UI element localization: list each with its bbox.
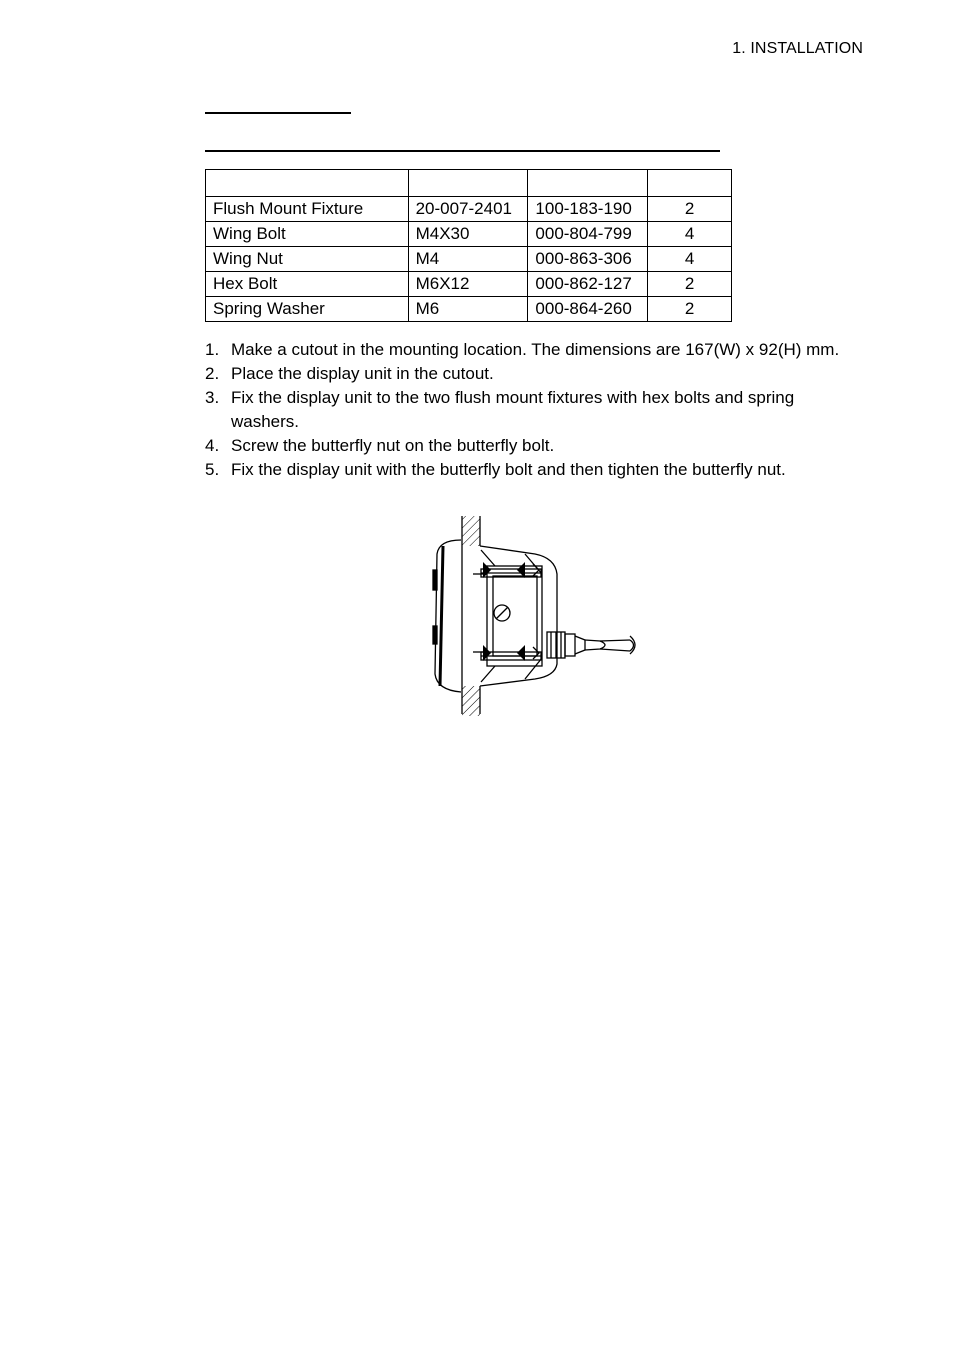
panel-lower xyxy=(462,686,480,716)
table-header-row xyxy=(206,170,732,197)
part-qty: 4 xyxy=(648,247,732,272)
display-body xyxy=(480,546,557,686)
part-qty: 2 xyxy=(648,197,732,222)
part-type: M4X30 xyxy=(408,222,528,247)
header-cell-qty xyxy=(648,170,732,197)
step-text: Place the display unit in the cutout. xyxy=(231,364,494,383)
header-cell-code xyxy=(528,170,648,197)
step-text: Make a cutout in the mounting location. The dimensions are 167(W) x 92(H) mm. xyxy=(231,340,840,359)
list-item xyxy=(205,338,865,362)
table-row xyxy=(206,297,732,322)
table-row xyxy=(206,222,732,247)
step-number: 3. xyxy=(205,388,220,407)
part-name: Hex Bolt xyxy=(206,272,409,297)
part-code: 000-864-260 xyxy=(528,297,648,322)
step-number: 1. xyxy=(205,340,220,359)
flush-mount-illustration xyxy=(425,514,640,718)
part-name: Flush Mount Fixture xyxy=(206,197,409,222)
part-type: M6 xyxy=(408,297,528,322)
part-name: Wing Bolt xyxy=(206,222,409,247)
heading-underline xyxy=(205,112,351,114)
step-number: 5. xyxy=(205,460,220,479)
step-number: 4. xyxy=(205,436,220,455)
table-row xyxy=(206,197,732,222)
parts-table xyxy=(205,169,732,322)
step-text: Screw the butterfly nut on the butterfly bolt. xyxy=(231,436,555,455)
header-cell-name xyxy=(206,170,409,197)
list-item xyxy=(205,434,865,458)
part-code: 000-862-127 xyxy=(528,272,648,297)
part-type: 20-007-2401 xyxy=(408,197,528,222)
step-text: Fix the display unit to the two flush mount fixtures with hex bolts and spring washers. xyxy=(231,388,795,431)
step-text: Fix the display unit with the butterfly bolt and then tighten the butterfly nut. xyxy=(231,460,786,479)
part-type: M6X12 xyxy=(408,272,528,297)
part-name: Wing Nut xyxy=(206,247,409,272)
wing-bolt-lower xyxy=(481,645,541,661)
part-code: 000-863-306 xyxy=(528,247,648,272)
table-row xyxy=(206,247,732,272)
list-item xyxy=(205,362,865,386)
part-code: 000-804-799 xyxy=(528,222,648,247)
part-qty: 2 xyxy=(648,297,732,322)
list-item xyxy=(205,458,865,482)
step-number: 2. xyxy=(205,364,220,383)
part-qty: 4 xyxy=(648,222,732,247)
list-item xyxy=(205,386,865,434)
part-name: Spring Washer xyxy=(206,297,409,322)
panel-upper xyxy=(462,516,480,546)
cable-connector xyxy=(547,632,635,658)
part-code: 100-183-190 xyxy=(528,197,648,222)
running-header: 1. INSTALLATION xyxy=(732,40,863,57)
subheading-underline xyxy=(205,150,720,152)
table-row xyxy=(206,272,732,297)
part-qty: 2 xyxy=(648,272,732,297)
header-cell-type xyxy=(408,170,528,197)
installation-steps xyxy=(205,338,865,482)
part-type: M4 xyxy=(408,247,528,272)
